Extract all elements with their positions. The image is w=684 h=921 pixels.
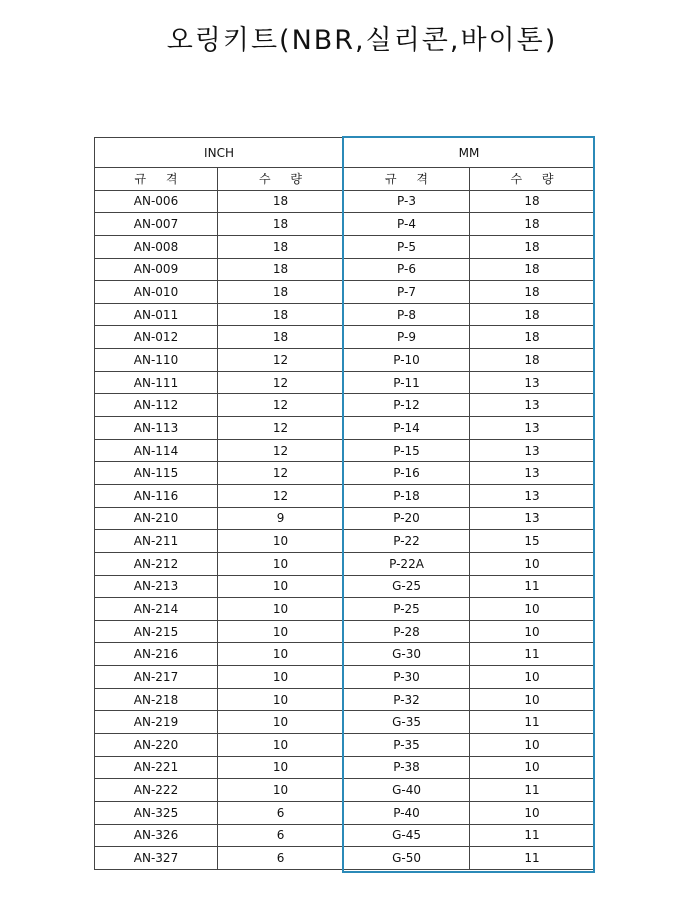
- inch-qty-cell: 18: [218, 213, 344, 236]
- mm-spec-cell: P-14: [344, 417, 470, 440]
- mm-qty-cell: 13: [470, 371, 595, 394]
- inch-spec-cell: AN-006: [95, 190, 218, 213]
- inch-spec-cell: AN-009: [95, 258, 218, 281]
- inch-qty-cell: 9: [218, 507, 344, 530]
- oring-spec-table: [94, 137, 595, 870]
- inch-spec-cell: AN-327: [95, 847, 218, 870]
- mm-spec-cell: P-11: [344, 371, 470, 394]
- mm-qty-cell: 18: [470, 190, 595, 213]
- mm-qty-cell: 18: [470, 235, 595, 258]
- mm-qty-cell: 13: [470, 462, 595, 485]
- mm-spec-cell: P-9: [344, 326, 470, 349]
- mm-qty-cell: 18: [470, 213, 595, 236]
- mm-spec-cell: P-8: [344, 303, 470, 326]
- table-row: [95, 666, 595, 689]
- mm-qty-cell: 10: [470, 756, 595, 779]
- mm-spec-cell: P-28: [344, 620, 470, 643]
- table-row: [95, 643, 595, 666]
- mm-spec-cell: G-25: [344, 575, 470, 598]
- inch-qty-cell: 18: [218, 281, 344, 304]
- inch-spec-cell: AN-114: [95, 439, 218, 462]
- group-header-row: [95, 138, 595, 168]
- inch-spec-cell: AN-112: [95, 394, 218, 417]
- table-row: [95, 552, 595, 575]
- table-row: [95, 801, 595, 824]
- table-row: [95, 620, 595, 643]
- spec-table-body: [95, 138, 595, 870]
- table-row: [95, 484, 595, 507]
- mm-spec-cell: P-18: [344, 484, 470, 507]
- mm-qty-cell: 18: [470, 258, 595, 281]
- table-row: [95, 371, 595, 394]
- mm-spec-cell: P-7: [344, 281, 470, 304]
- mm-spec-cell: G-50: [344, 847, 470, 870]
- mm-qty-cell: 11: [470, 824, 595, 847]
- mm-spec-cell: P-20: [344, 507, 470, 530]
- mm-qty-cell: 10: [470, 620, 595, 643]
- mm-spec-cell: P-35: [344, 734, 470, 757]
- table-row: [95, 756, 595, 779]
- mm-qty-cell: 13: [470, 417, 595, 440]
- mm-spec-cell: P-40: [344, 801, 470, 824]
- mm-qty-cell: 18: [470, 281, 595, 304]
- mm-spec-cell: P-5: [344, 235, 470, 258]
- inch-qty-cell: 12: [218, 462, 344, 485]
- mm-qty-cell: 10: [470, 688, 595, 711]
- table-row: [95, 688, 595, 711]
- inch-spec-cell: AN-216: [95, 643, 218, 666]
- table-row: [95, 779, 595, 802]
- table-row: [95, 190, 595, 213]
- inch-qty-cell: 12: [218, 394, 344, 417]
- column-header-mm-qty: 수 량: [470, 168, 595, 191]
- inch-qty-cell: 12: [218, 439, 344, 462]
- inch-qty-cell: 10: [218, 756, 344, 779]
- inch-spec-cell: AN-111: [95, 371, 218, 394]
- mm-spec-cell: P-3: [344, 190, 470, 213]
- inch-qty-cell: 10: [218, 711, 344, 734]
- mm-qty-cell: 10: [470, 801, 595, 824]
- mm-qty-cell: 11: [470, 575, 595, 598]
- mm-spec-cell: G-35: [344, 711, 470, 734]
- table-row: [95, 394, 595, 417]
- inch-qty-cell: 18: [218, 326, 344, 349]
- table-row: [95, 847, 595, 870]
- mm-spec-cell: P-12: [344, 394, 470, 417]
- inch-spec-cell: AN-220: [95, 734, 218, 757]
- mm-qty-cell: 18: [470, 326, 595, 349]
- inch-qty-cell: 10: [218, 666, 344, 689]
- mm-qty-cell: 10: [470, 552, 595, 575]
- mm-spec-cell: P-10: [344, 349, 470, 372]
- table-row: [95, 258, 595, 281]
- group-header-mm: MM: [344, 138, 595, 168]
- table-row: [95, 326, 595, 349]
- inch-qty-cell: 12: [218, 417, 344, 440]
- inch-qty-cell: 12: [218, 371, 344, 394]
- inch-spec-cell: AN-211: [95, 530, 218, 553]
- group-header-inch: INCH: [95, 138, 344, 168]
- inch-qty-cell: 12: [218, 484, 344, 507]
- inch-qty-cell: 6: [218, 824, 344, 847]
- inch-spec-cell: AN-326: [95, 824, 218, 847]
- mm-spec-cell: G-40: [344, 779, 470, 802]
- mm-spec-cell: P-30: [344, 666, 470, 689]
- inch-spec-cell: AN-007: [95, 213, 218, 236]
- mm-qty-cell: 11: [470, 847, 595, 870]
- inch-spec-cell: AN-113: [95, 417, 218, 440]
- table-row: [95, 575, 595, 598]
- inch-qty-cell: 10: [218, 552, 344, 575]
- inch-spec-cell: AN-010: [95, 281, 218, 304]
- mm-qty-cell: 13: [470, 394, 595, 417]
- table-row: [95, 349, 595, 372]
- inch-qty-cell: 6: [218, 847, 344, 870]
- column-header-mm-spec: 규 격: [344, 168, 470, 191]
- mm-spec-cell: G-45: [344, 824, 470, 847]
- mm-qty-cell: 11: [470, 643, 595, 666]
- inch-qty-cell: 12: [218, 349, 344, 372]
- column-header-inch-qty: 수 량: [218, 168, 344, 191]
- inch-spec-cell: AN-215: [95, 620, 218, 643]
- inch-spec-cell: AN-210: [95, 507, 218, 530]
- mm-qty-cell: 10: [470, 734, 595, 757]
- inch-qty-cell: 10: [218, 643, 344, 666]
- table-row: [95, 462, 595, 485]
- column-header-inch-spec: 규 격: [95, 168, 218, 191]
- inch-spec-cell: AN-217: [95, 666, 218, 689]
- inch-qty-cell: 10: [218, 779, 344, 802]
- inch-spec-cell: AN-115: [95, 462, 218, 485]
- mm-spec-cell: P-38: [344, 756, 470, 779]
- inch-qty-cell: 10: [218, 734, 344, 757]
- mm-spec-cell: P-22A: [344, 552, 470, 575]
- table-row: [95, 439, 595, 462]
- inch-spec-cell: AN-213: [95, 575, 218, 598]
- inch-qty-cell: 10: [218, 688, 344, 711]
- mm-spec-cell: P-25: [344, 598, 470, 621]
- inch-spec-cell: AN-214: [95, 598, 218, 621]
- mm-spec-cell: P-6: [344, 258, 470, 281]
- inch-spec-cell: AN-212: [95, 552, 218, 575]
- inch-qty-cell: 18: [218, 235, 344, 258]
- mm-qty-cell: 10: [470, 666, 595, 689]
- table-row: [95, 417, 595, 440]
- mm-qty-cell: 10: [470, 598, 595, 621]
- inch-qty-cell: 18: [218, 303, 344, 326]
- inch-spec-cell: AN-219: [95, 711, 218, 734]
- inch-qty-cell: 18: [218, 190, 344, 213]
- mm-spec-cell: G-30: [344, 643, 470, 666]
- mm-qty-cell: 15: [470, 530, 595, 553]
- inch-qty-cell: 10: [218, 575, 344, 598]
- table-row: [95, 213, 595, 236]
- inch-spec-cell: AN-325: [95, 801, 218, 824]
- inch-qty-cell: 10: [218, 620, 344, 643]
- table-row: [95, 824, 595, 847]
- table-row: [95, 303, 595, 326]
- mm-spec-cell: P-15: [344, 439, 470, 462]
- mm-qty-cell: 13: [470, 507, 595, 530]
- table-row: [95, 507, 595, 530]
- mm-qty-cell: 11: [470, 711, 595, 734]
- inch-qty-cell: 10: [218, 598, 344, 621]
- mm-spec-cell: P-4: [344, 213, 470, 236]
- table-row: [95, 530, 595, 553]
- inch-spec-cell: AN-012: [95, 326, 218, 349]
- mm-spec-cell: P-32: [344, 688, 470, 711]
- table-row: [95, 235, 595, 258]
- inch-spec-cell: AN-221: [95, 756, 218, 779]
- inch-spec-cell: AN-116: [95, 484, 218, 507]
- table-row: [95, 281, 595, 304]
- inch-spec-cell: AN-222: [95, 779, 218, 802]
- inch-qty-cell: 10: [218, 530, 344, 553]
- mm-spec-cell: P-22: [344, 530, 470, 553]
- mm-qty-cell: 13: [470, 484, 595, 507]
- inch-qty-cell: 18: [218, 258, 344, 281]
- mm-qty-cell: 18: [470, 349, 595, 372]
- mm-spec-cell: P-16: [344, 462, 470, 485]
- column-header-row: [95, 168, 595, 191]
- inch-spec-cell: AN-110: [95, 349, 218, 372]
- mm-qty-cell: 18: [470, 303, 595, 326]
- table-row: [95, 598, 595, 621]
- inch-qty-cell: 6: [218, 801, 344, 824]
- mm-qty-cell: 11: [470, 779, 595, 802]
- inch-spec-cell: AN-011: [95, 303, 218, 326]
- table-row: [95, 711, 595, 734]
- page-title: 오링키트(NBR,실리콘,바이톤): [166, 25, 558, 56]
- table-row: [95, 734, 595, 757]
- inch-spec-cell: AN-008: [95, 235, 218, 258]
- inch-spec-cell: AN-218: [95, 688, 218, 711]
- mm-qty-cell: 13: [470, 439, 595, 462]
